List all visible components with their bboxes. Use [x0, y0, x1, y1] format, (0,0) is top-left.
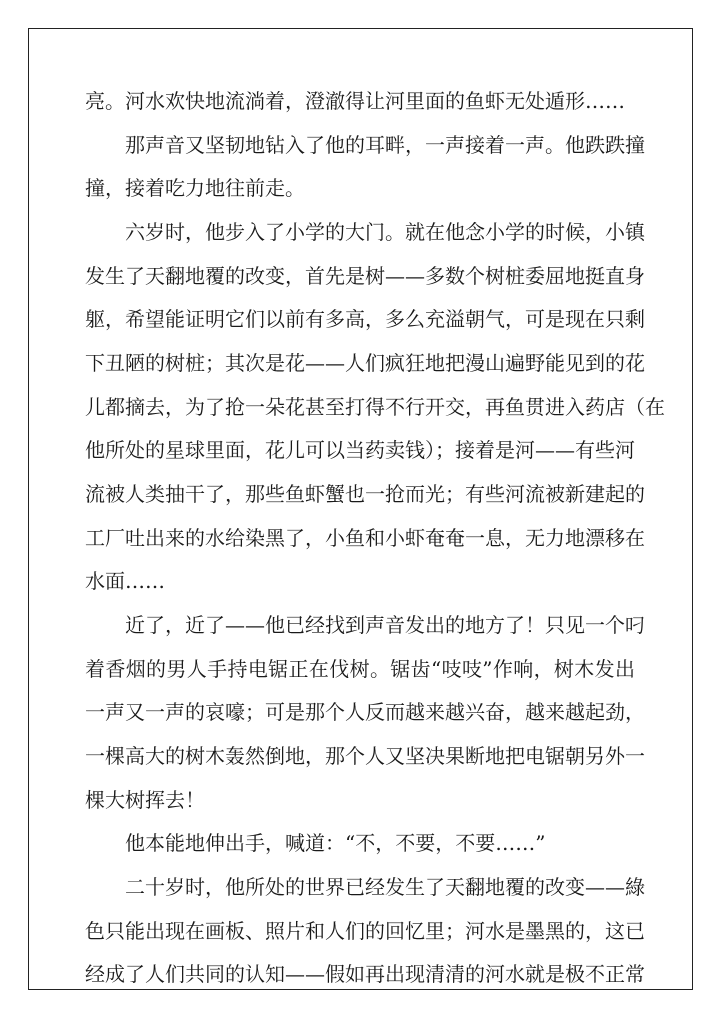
- text-line: 撞，接着吃力地往前走。: [85, 176, 305, 200]
- text-line: 色只能出现在画板、照片和人们的回忆里；河水是墨黑的，这已: [85, 919, 645, 943]
- text-line: 发生了天翻地覆的改变，首先是树——多数个树桩委屈地挺直身: [85, 264, 645, 288]
- text-line: 他所处的星球里面，花儿可以当药卖钱）；接着是河——有些河: [85, 438, 635, 462]
- text-line: 一棵高大的树木轰然倒地，那个人又坚决果断地把电锯朝另外一: [85, 744, 645, 768]
- text-line: 一声又一声的哀嚎；可是那个人反而越来越兴奋，越来越起劲，: [85, 700, 645, 724]
- text-line: 经成了人们共同的认知——假如再出现清清的河水就是极不正常: [85, 962, 645, 986]
- text-line: 亮。河水欢快地流淌着，澄澈得让河里面的鱼虾无处遁形……: [85, 89, 625, 113]
- text-line: 六岁时，他步入了小学的大门。就在他念小学的时候，小镇: [125, 220, 645, 244]
- text-line: 他本能地伸出手，喊道：“不，不要，不要……”: [125, 831, 546, 855]
- text-line: 工厂吐出来的水给染黑了，小鱼和小虾奄奄一息，无力地漂移在: [85, 526, 645, 550]
- text-line: 流被人类抽干了，那些鱼虾蟹也一抢而光；有些河流被新建起的: [85, 482, 645, 506]
- text-line: 儿都摘去，为了抢一朵花甚至打得不行开交，再鱼贯进入药店（在: [85, 395, 665, 419]
- text-line: 水面……: [85, 569, 165, 593]
- text-line: 着香烟的男人手持电锯正在伐树。锯齿“吱吱”作响，树木发出: [85, 657, 635, 681]
- text-line: 近了，近了——他已经找到声音发出的地方了！只见一个叼: [125, 613, 645, 637]
- text-line: 棵大树挥去！: [85, 788, 205, 812]
- text-line: 二十岁时，他所处的世界已经发生了天翻地覆的改变——綠: [125, 875, 645, 899]
- text-line: 下丑陋的树桩；其次是花——人们疯狂地把漫山遍野能见到的花: [85, 351, 645, 375]
- text-line: 那声音又坚韧地钻入了他的耳畔，一声接着一声。他跌跌撞: [125, 133, 645, 157]
- text-line: 躯，希望能证明它们以前有多高，多么充溢朝气，可是现在只剩: [85, 307, 645, 331]
